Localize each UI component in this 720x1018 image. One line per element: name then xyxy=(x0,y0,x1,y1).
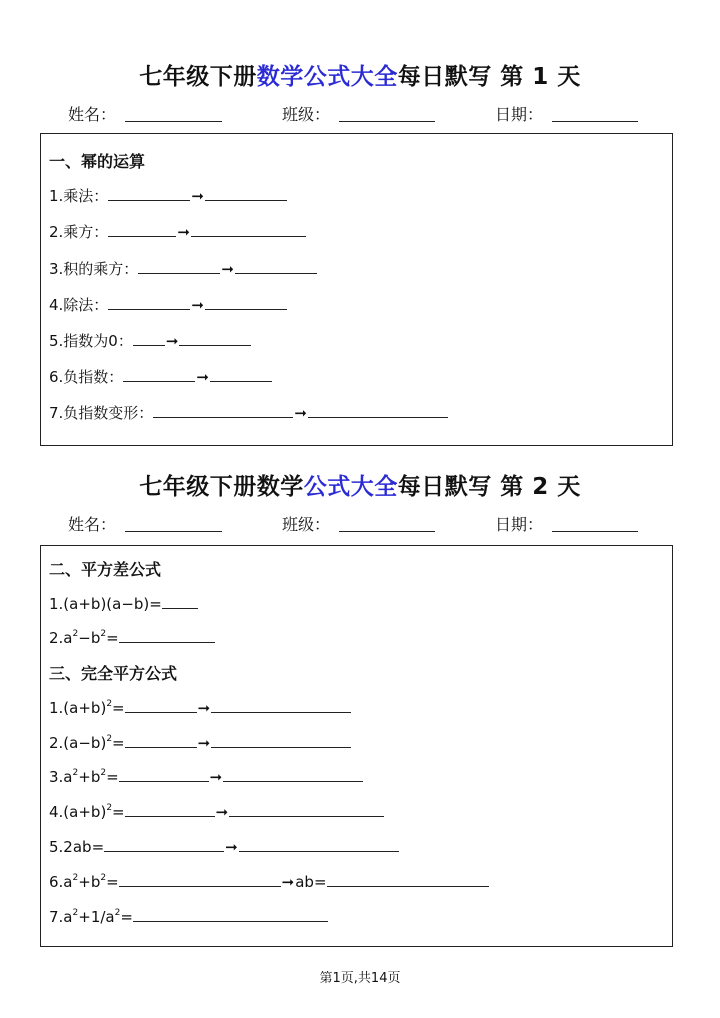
date-field[interactable] xyxy=(552,121,638,122)
arrow-icon: ➞ xyxy=(191,296,204,314)
list-item: 5.指数为0： ➞ xyxy=(49,330,251,352)
list-item: 1.(a+b)(a−b)= xyxy=(49,593,198,615)
answer-blank[interactable] xyxy=(211,697,351,713)
name-label: 姓名： xyxy=(68,105,117,124)
arrow-icon: ➞ xyxy=(196,368,209,386)
day1-title-pre: 七年级下册 xyxy=(139,64,257,90)
answer-blank[interactable] xyxy=(108,294,190,310)
list-item: 2.乘方： ➞ xyxy=(49,221,306,243)
answer-blank[interactable] xyxy=(138,258,220,274)
arrow-icon: ➞ xyxy=(225,838,238,856)
day2-box xyxy=(40,545,673,947)
list-item: $7.a^2+1/a^2=$ xyxy=(49,906,328,928)
day2-title xyxy=(0,468,720,501)
list-item: 7.负指数变形： ➞ xyxy=(49,402,448,424)
answer-blank[interactable] xyxy=(119,766,209,782)
answer-blank[interactable] xyxy=(327,871,489,887)
answer-blank[interactable] xyxy=(211,732,351,748)
section-heading: 二、平方差公式 xyxy=(49,560,162,579)
answer-blank[interactable] xyxy=(210,366,272,382)
answer-blank[interactable] xyxy=(223,766,363,782)
day1-info-row xyxy=(0,102,720,124)
answer-blank[interactable] xyxy=(108,221,176,237)
answer-blank[interactable] xyxy=(205,294,287,310)
arrow-icon: ➞ xyxy=(191,187,204,205)
list-item: $6.a^2+b^2=$ ➞ab= xyxy=(49,871,489,893)
section-heading: 一、幂的运算 xyxy=(49,152,146,171)
answer-blank[interactable] xyxy=(205,185,287,201)
name-field[interactable] xyxy=(125,531,222,532)
answer-blank[interactable] xyxy=(123,366,195,382)
list-item: $3.a^2+b^2=$ ➞ xyxy=(49,766,363,788)
arrow-icon: ➞ xyxy=(197,699,211,717)
answer-blank[interactable] xyxy=(239,836,399,852)
list-item: $4.(a+b)^2=$ ➞ xyxy=(49,801,384,823)
section-heading: 三、完全平方公式 xyxy=(49,664,178,683)
answer-blank[interactable] xyxy=(133,330,165,346)
answer-blank[interactable] xyxy=(104,836,224,852)
day2-title-pre: 七年级下册数学 xyxy=(139,474,304,500)
arrow-icon: ➞ xyxy=(281,873,295,891)
date-field[interactable] xyxy=(552,531,638,532)
answer-blank[interactable] xyxy=(125,801,215,817)
page-footer: 第1页,共14页 xyxy=(319,971,401,986)
name-label: 姓名： xyxy=(68,515,117,534)
answer-blank[interactable] xyxy=(119,627,215,643)
day1-title-post: 每日默写 第 1 天 xyxy=(397,64,581,90)
list-item: 1.乘法： ➞ xyxy=(49,185,287,207)
day1-title xyxy=(0,58,720,91)
date-label: 日期： xyxy=(495,515,544,534)
day2-info-row xyxy=(0,512,720,534)
answer-blank[interactable] xyxy=(235,258,317,274)
class-label: 班级： xyxy=(282,515,331,534)
answer-blank[interactable] xyxy=(119,871,281,887)
class-field[interactable] xyxy=(339,531,435,532)
answer-blank[interactable] xyxy=(308,402,448,418)
date-label: 日期： xyxy=(495,105,544,124)
name-field[interactable] xyxy=(125,121,222,122)
answer-blank[interactable] xyxy=(162,593,198,609)
answer-blank[interactable] xyxy=(153,402,293,418)
list-item: $2.a^2-b^2=$ xyxy=(49,627,215,649)
day1-box xyxy=(40,133,673,446)
answer-blank[interactable] xyxy=(125,697,197,713)
arrow-icon: ➞ xyxy=(165,332,179,350)
class-label: 班级： xyxy=(282,105,331,124)
class-field[interactable] xyxy=(339,121,435,122)
answer-blank[interactable] xyxy=(179,330,251,346)
list-item: 5.2ab= ➞ xyxy=(49,836,399,858)
answer-blank[interactable] xyxy=(191,221,306,237)
answer-blank[interactable] xyxy=(125,732,197,748)
arrow-icon: ➞ xyxy=(221,260,234,278)
arrow-icon: ➞ xyxy=(209,768,223,786)
answer-blank[interactable] xyxy=(229,801,384,817)
arrow-icon: ➞ xyxy=(215,803,229,821)
arrow-icon: ➞ xyxy=(294,404,307,422)
list-item: $2.(a-b)^2=$ ➞ xyxy=(49,732,351,754)
arrow-icon: ➞ xyxy=(197,734,211,752)
answer-blank[interactable] xyxy=(133,906,328,922)
list-item: $1.(a+b)^2=$ ➞ xyxy=(49,697,351,719)
list-item: 4.除法： ➞ xyxy=(49,294,287,316)
day1-title-highlight: 数学公式大全 xyxy=(256,64,398,90)
list-item: 3.积的乘方： ➞ xyxy=(49,258,317,280)
day2-title-post: 每日默写 第 2 天 xyxy=(397,474,581,500)
list-item: 6.负指数： ➞ xyxy=(49,366,272,388)
arrow-icon: ➞ xyxy=(177,223,190,241)
answer-blank[interactable] xyxy=(108,185,190,201)
day2-title-highlight: 公式大全 xyxy=(303,474,398,500)
